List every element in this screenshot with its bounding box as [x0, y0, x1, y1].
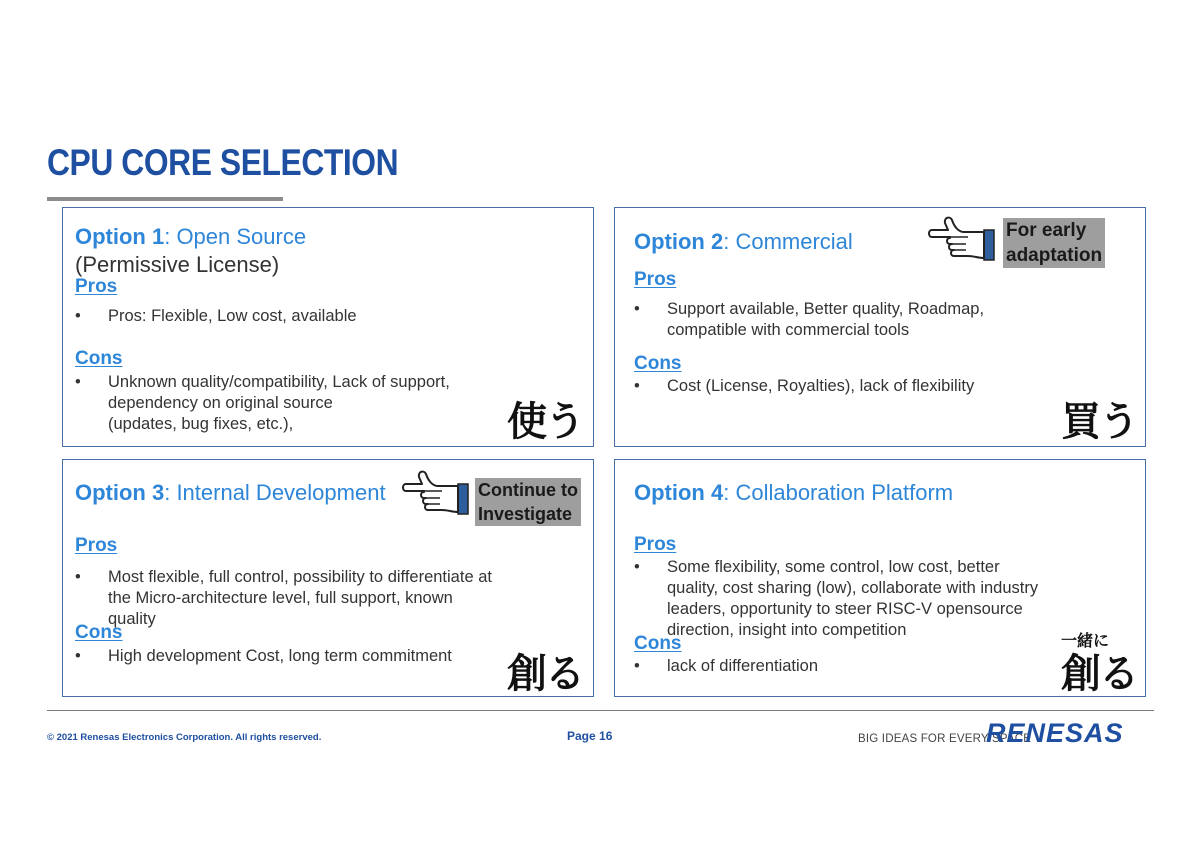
option-3-callout: Continue to Investigate [475, 478, 581, 526]
option-3-pros-heading: Pros [75, 535, 118, 556]
option-4-title [634, 480, 953, 506]
bullet-icon: • [75, 373, 81, 391]
footer-divider [47, 710, 1154, 711]
bullet-icon: • [75, 647, 81, 665]
option-2-pros-item: • Support available, Better quality, Roadmap, compatible with commercial tools [634, 300, 985, 339]
option-3-label: Option 3 [75, 480, 165, 505]
bullet-icon: • [634, 377, 640, 395]
option-4-kanji: 創る [1061, 651, 1137, 697]
option-4-card [614, 459, 1146, 697]
option-1-label: Option 1 [75, 224, 165, 249]
renesas-logo: RENESAS [986, 718, 1124, 748]
bullet-icon: • [634, 558, 640, 576]
option-2-title [634, 229, 853, 255]
option-2-cons-item: • Cost (License, Royalties), lack of flexibility [634, 377, 975, 395]
option-2-label: Option 2 [634, 229, 724, 254]
bullet-icon: • [634, 300, 640, 318]
option-4-name: : Collaboration Platform [723, 480, 954, 505]
option-3-cons-item: • High development Cost, long term commitment [75, 647, 452, 665]
option-4-pros-item: • Some flexibility, some control, low cost, better quality, cost sharing (low), collaborate with industry leaders, opportunity to steer RISC-V opensource direction, insight into competition [634, 558, 1039, 639]
option-4-kanji-prefix: 一緒に [1061, 631, 1110, 650]
bullet-icon: • [75, 307, 81, 325]
option-2-kanji: 買う [1061, 399, 1137, 445]
option-3-title [75, 480, 386, 506]
option-1-pros-heading: Pros [75, 276, 118, 297]
option-4-cons-heading: Cons [634, 633, 682, 654]
option-4-cons-item: • lack of differentiation [634, 657, 819, 675]
option-1-cons-heading: Cons [75, 348, 123, 369]
option-4-label: Option 4 [634, 480, 724, 505]
page-title: CPU CORE SELECTION [47, 142, 399, 183]
option-1-pros-item: • Pros: Flexible, Low cost, available [75, 307, 357, 325]
option-3-cons-heading: Cons [75, 622, 123, 643]
option-2-callout: For early adaptation [1003, 218, 1105, 268]
copyright-text: © 2021 Renesas Electronics Corporation. All rights reserved. [47, 732, 322, 743]
option-1-kanji: 使う [507, 399, 583, 445]
option-2-pros-heading: Pros [634, 269, 677, 290]
option-1-card [62, 207, 594, 447]
pointing-hand-icon [402, 470, 474, 522]
option-3-name: : Internal Development [164, 480, 386, 505]
option-1-title [75, 224, 306, 250]
option-2-cons-heading: Cons [634, 353, 682, 374]
option-2-name: : Commercial [723, 229, 853, 254]
option-1-name: : Open Source [164, 224, 307, 249]
pointing-hand-icon [928, 216, 1000, 268]
option-3-kanji: 創る [507, 651, 583, 697]
page-number: Page 16 [567, 729, 613, 743]
title-underline [47, 197, 283, 201]
bullet-icon: • [75, 568, 81, 586]
option-1-cons-item: • Unknown quality/compatibility, Lack of support, dependency on original source (updates, bug fixes, etc.), [75, 373, 450, 433]
option-3-pros-item: • Most flexible, full control, possibility to differentiate at the Micro-architecture level, full support, known quality [75, 568, 492, 628]
option-1-subtitle: (Permissive License) [75, 252, 280, 277]
option-4-pros-heading: Pros [634, 534, 677, 555]
bullet-icon: • [634, 657, 640, 675]
tagline: BIG IDEAS FOR EVERY SPACE [858, 733, 1032, 745]
